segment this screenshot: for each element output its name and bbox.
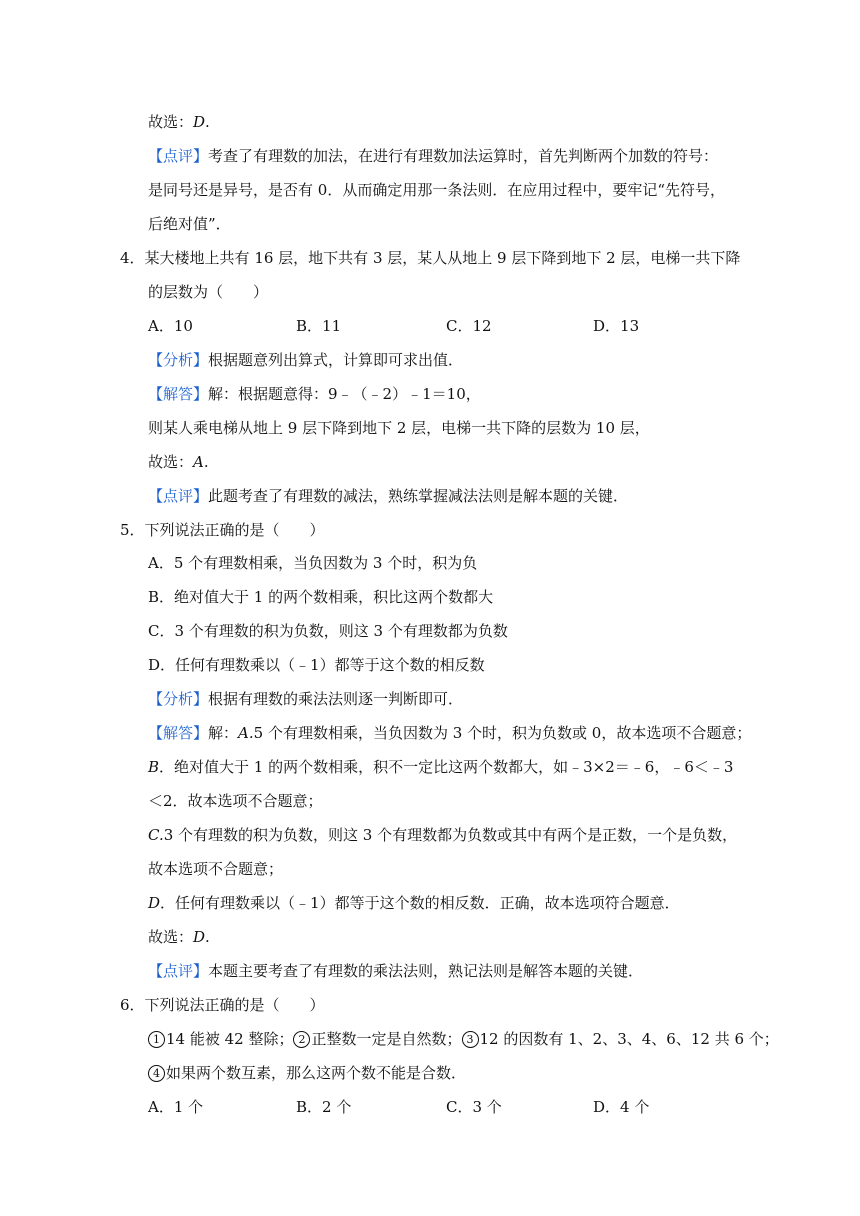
question-stem: 下列说法正确的是（ ）	[144, 521, 325, 539]
q5-solution-c	[148, 825, 737, 845]
q5-solution-d	[148, 893, 680, 913]
q3-comment-line-3: 后绝对值”．	[148, 215, 231, 233]
answer-label: 故选：	[148, 928, 194, 946]
q5-solution-b	[148, 757, 733, 777]
q3-comment-line-1	[148, 146, 718, 166]
analysis-tag: 【分析】	[148, 690, 209, 708]
q5-option-c: C．3 个有理数的积为负数，则这 3 个有理数都为负数	[148, 622, 508, 640]
statement-4: 如果两个数互素，那么这两个数不能是合数．	[166, 1064, 467, 1082]
comment-text: 此题考查了有理数的减法，熟练掌握减法法则是解本题的关键．	[208, 487, 629, 505]
solution-text: 5 个有理数相乘，当负因数为 3 个时，积为负数或 0，故本选项不合题意；	[253, 724, 752, 742]
q4-answer	[148, 452, 209, 472]
q4-stem-line-1	[120, 248, 740, 268]
q4-option-a: A．10	[148, 317, 193, 335]
comment-tag: 【点评】	[148, 147, 209, 165]
q5-option-b: B．绝对值大于 1 的两个数相乘，积比这两个数都大	[148, 588, 494, 606]
answer-label: 故选：	[148, 113, 194, 131]
answer-end: .	[203, 453, 209, 471]
circled-number-3: 3	[462, 1031, 479, 1048]
q4-option-c: C．12	[446, 317, 492, 335]
statement-3: 12 的因数有 1、2、3、4、6、12 共 6 个；	[479, 1030, 779, 1048]
q6-statements-line-2	[148, 1063, 466, 1083]
q4-solution-line-1	[148, 384, 481, 404]
q5-solution-a	[148, 723, 751, 743]
circled-number-2: 2	[293, 1031, 310, 1048]
q5-answer	[148, 927, 210, 947]
comment-tag: 【点评】	[148, 487, 209, 505]
question-number: 6．	[120, 996, 145, 1014]
answer-label: 故选：	[148, 453, 194, 471]
comment-text: 考查了有理数的加法，在进行有理数加法运算时，首先判断两个加数的符号：	[208, 147, 719, 165]
q6-statements-line-1	[148, 1029, 779, 1049]
question-number: 5．	[120, 521, 145, 539]
comment-tag: 【点评】	[148, 962, 209, 980]
q4-analysis	[148, 350, 463, 370]
solution-text: ．任何有理数乘以（﹣1）都等于这个数的相反数．正确，故本选项符合题意．	[160, 894, 680, 912]
solution-prefix: 解：	[208, 724, 239, 742]
solution-tag: 【解答】	[148, 385, 209, 403]
analysis-text: 根据题意列出算式，计算即可求出值．	[208, 351, 464, 369]
circled-number-4: 4	[148, 1065, 165, 1082]
answer-end: .	[205, 113, 210, 131]
option-letter: D	[148, 894, 161, 912]
q3-answer	[148, 112, 210, 132]
analysis-text: 根据有理数的乘法法则逐一判断即可．	[208, 690, 464, 708]
q4-option-d: D．13	[593, 317, 640, 335]
q5-option-d: D．任何有理数乘以（﹣1）都等于这个数的相反数	[148, 656, 485, 674]
q6-stem	[120, 995, 325, 1015]
q5-solution-b-line-2: ＜2．故本选项不合题意；	[148, 792, 323, 810]
q5-option-a: A．5 个有理数相乘，当负因数为 3 个时，积为负	[148, 554, 478, 572]
analysis-tag: 【分析】	[148, 351, 209, 369]
q4-comment	[148, 486, 628, 506]
answer-value: D	[193, 928, 206, 946]
solution-text: 解：根据题意得：9﹣（﹣2）﹣1＝10，	[208, 385, 481, 403]
q5-comment	[148, 961, 643, 981]
statement-2: 正整数一定是自然数；	[311, 1030, 462, 1048]
answer-end: .	[205, 928, 210, 946]
q4-option-b: B．11	[296, 317, 342, 335]
option-letter: B	[148, 758, 160, 776]
q6-option-c: C．3 个	[446, 1098, 502, 1116]
q5-solution-c-line-2: 故本选项不合题意；	[148, 860, 284, 878]
option-letter: C.	[148, 826, 164, 844]
q5-analysis	[148, 689, 463, 709]
question-stem: 某大楼地上共有 16 层，地下共有 3 层，某人从地上 9 层下降到地下 2 层，电梯一共下降	[144, 249, 741, 267]
question-stem: 下列说法正确的是（ ）	[144, 996, 325, 1014]
solution-text: 3 个有理数的积为负数，则这 3 个有理数都为负数或其中有两个是正数，一个是负数，	[163, 826, 738, 844]
comment-text: 本题主要考查了有理数的乘法法则，熟记法则是解答本题的关键．	[208, 962, 644, 980]
q3-comment-line-2: 是同号还是异号，是否有 0．从而确定用那一条法则．在应用过程中，要牢记“先符号，	[148, 181, 725, 199]
statement-1: 14 能被 42 整除；	[166, 1030, 294, 1048]
q4-solution-line-2: 则某人乘电梯从地上 9 层下降到地下 2 层，电梯一共下降的层数为 10 层，	[148, 419, 650, 437]
q5-stem	[120, 520, 325, 540]
answer-value: A	[193, 453, 204, 471]
option-letter: A.	[238, 724, 254, 742]
question-number: 4．	[120, 249, 145, 267]
q6-option-b: B．2 个	[296, 1098, 352, 1116]
circled-number-1: 1	[148, 1031, 165, 1048]
answer-value: D	[193, 113, 206, 131]
q4-stem-line-2: 的层数为（ ）	[148, 283, 269, 301]
q6-option-d: D．4 个	[593, 1098, 650, 1116]
solution-tag: 【解答】	[148, 724, 209, 742]
q6-option-a: A．1 个	[148, 1098, 204, 1116]
solution-text: ．绝对值大于 1 的两个数相乘，积不一定比这两个数都大，如﹣3×2＝﹣6，﹣6＜﹣3	[159, 758, 734, 776]
